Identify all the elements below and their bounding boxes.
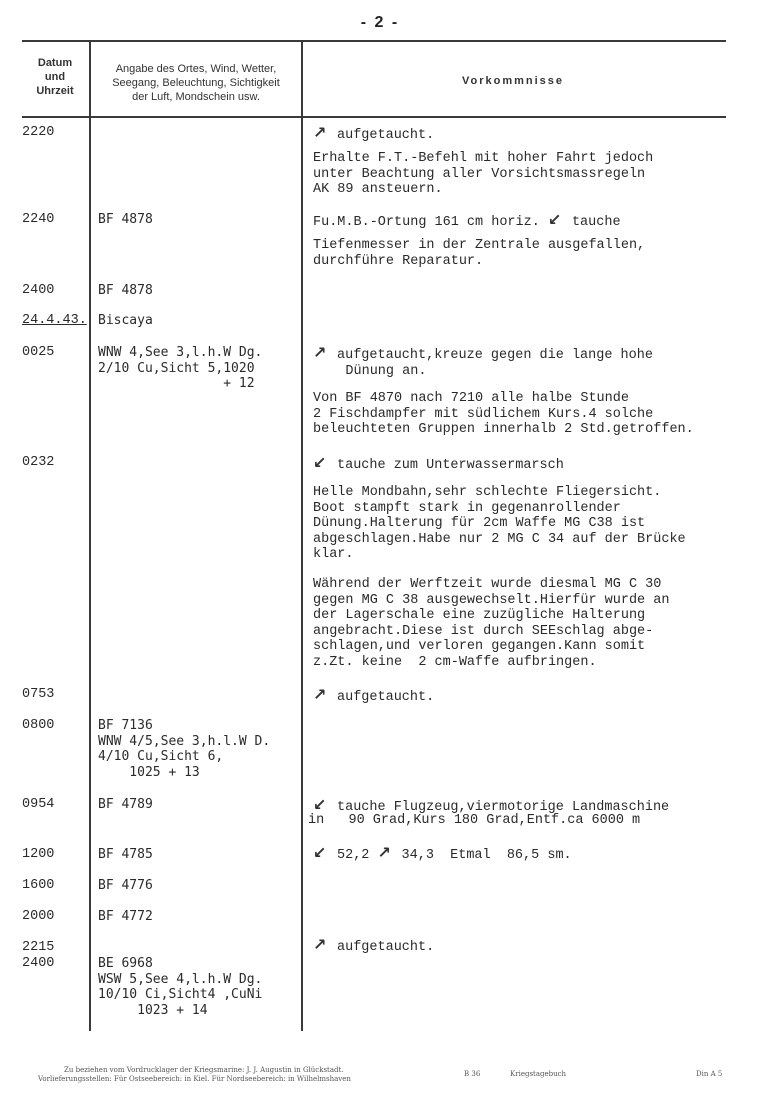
time-2400: 2400 — [22, 283, 55, 298]
footer-line2: Vorlieferungsstellen: Für Ostseebereich: in Kiel. Für Nordseebereich: in Wilhelmshaven — [38, 1075, 351, 1083]
event-text: Fu.M.B.-Ortung 161 cm horiz. — [313, 215, 540, 230]
submerged-miles: 52,2 — [337, 848, 370, 863]
place-2240: BF 4878 — [98, 212, 153, 227]
time-2240: 2240 — [22, 212, 55, 227]
event-text: tauche Flugzeug,viermotorige Landmaschine — [337, 800, 670, 815]
event-2220-b: Erhalte F.T.-Befehl mit hoher Fahrt jedoch unter Beachtung aller Vorsichtsmassregeln AK 89 ansteuern. — [313, 151, 654, 197]
header-ort-line3: der Luft, Mondschein usw. — [132, 91, 260, 103]
place-2000: BF 4772 — [98, 909, 153, 924]
event-0025-b: Von BF 4870 nach 7210 alle halbe Stunde 2 Fischdampfer mit südlichem Kurs.4 solche beleuchteten Gruppen innerhalb 2 Std.getroffen. — [313, 391, 694, 437]
event-text: aufgetaucht. — [337, 690, 435, 705]
event-2240-a — [313, 212, 621, 231]
place-0800: BF 7136 WNW 4/5,See 3,h.l.W D. 4/10 Cu,Sicht 6, 1025 + 13 — [98, 718, 271, 780]
event-2220-a — [313, 125, 434, 144]
surfaced-arrow-icon: ↗ — [313, 343, 327, 362]
footer-title: Kriegstagebuch — [510, 1070, 567, 1078]
time-0025: 0025 — [22, 345, 55, 360]
place-2215: BE 6968 WSW 5,See 4,l.h.W Dg. 10/10 Ci,Sicht4 ,CuNi 1023 + 14 — [98, 956, 263, 1018]
place-1600: BF 4776 — [98, 878, 153, 893]
place-0954: BF 4789 — [98, 797, 153, 812]
place-0025: WNW 4,See 3,l.h.W Dg. 2/10 Cu,Sicht 5,1020 + 12 — [98, 345, 263, 391]
place-biscaya: Biscaya — [98, 313, 153, 328]
header-bottom-rule — [22, 116, 726, 118]
dive-arrow-icon: ↙ — [547, 210, 562, 229]
header-datum-line1: Datum — [37, 57, 73, 69]
time-0232: 0232 — [22, 455, 55, 470]
event-tail: tauche — [571, 215, 621, 230]
dive-arrow-icon: ↙ — [313, 795, 327, 814]
surfaced-arrow-icon: ↗ — [313, 935, 327, 954]
time-0800: 0800 — [22, 718, 55, 733]
event-0232-a — [313, 455, 564, 474]
header-datum — [22, 56, 88, 98]
event-0025-a — [313, 345, 653, 379]
event-text: tauche zum Unterwassermarsch — [337, 458, 564, 473]
event-0232-b: Helle Mondbahn,sehr schlechte Fliegersicht. Boot stampft stark in gegenanrollender Dünung.Halterung für 2cm Waffe MG C38 ist abgeschlagen.Habe nur 2 MG C 34 auf der Brücke klar. — [313, 485, 686, 562]
event-2240-b: Tiefenmesser in der Zentrale ausgefallen, durchführe Reparatur. — [313, 238, 646, 269]
event-0753 — [313, 687, 434, 706]
place-2400: BF 4878 — [98, 283, 153, 298]
time-1200: 1200 — [22, 847, 55, 862]
surfaced-arrow-icon: ↗ — [377, 843, 391, 862]
event-2215 — [313, 937, 434, 956]
place-1200: BF 4785 — [98, 847, 153, 862]
surfaced-arrow-icon: ↗ — [313, 685, 327, 704]
header-ort — [91, 62, 301, 104]
time-1600: 1600 — [22, 878, 55, 893]
header-ort-line1: Angabe des Ortes, Wind, Wetter, — [115, 63, 277, 75]
event-text: aufgetaucht,kreuze gegen die lange hohe Dünung an. — [337, 348, 653, 379]
event-tail: 34,3 Etmal 86,5 sm. — [401, 848, 572, 863]
dive-arrow-icon: ↙ — [313, 843, 327, 862]
footer-right: Din A 5 — [696, 1070, 723, 1078]
header-vorkommnisse: Vorkommnisse — [461, 75, 565, 87]
surfaced-arrow-icon: ↗ — [313, 123, 327, 142]
event-1200 — [313, 845, 572, 864]
header-datum-line3: Uhrzeit — [36, 85, 74, 97]
date-24-4-43: 24.4.43. — [22, 313, 87, 328]
page-number: - 2 - — [360, 14, 400, 31]
footer-form: B 36 — [464, 1070, 481, 1078]
event-0954-b: in 90 Grad,Kurs 180 Grad,Entf.ca 6000 m — [308, 813, 641, 828]
top-rule — [22, 40, 726, 42]
time-0753: 0753 — [22, 687, 55, 702]
footer-line1: Zu beziehen vom Vordrucklager der Kriegsmarine: J. J. Augustin in Glückstadt. — [64, 1066, 344, 1074]
event-text: aufgetaucht. — [337, 940, 435, 955]
dive-arrow-icon: ↙ — [313, 453, 327, 472]
column-divider-2 — [301, 41, 303, 1031]
column-divider-1 — [89, 41, 91, 1031]
time-0954: 0954 — [22, 797, 55, 812]
time-2215-2400: 2215 2400 — [22, 940, 55, 971]
header-ort-line2: Seegang, Beleuchtung, Sichtigkeit — [112, 77, 280, 89]
time-2220: 2220 — [22, 125, 55, 140]
header-datum-line2: und — [44, 71, 66, 83]
time-2000: 2000 — [22, 909, 55, 924]
event-text: aufgetaucht. — [337, 128, 435, 143]
event-0232-c: Während der Werftzeit wurde diesmal MG C 30 gegen MG C 38 ausgewechselt.Hierfür wurde an der Lagerschale eine zuzügliche Halterung angebracht.Diese ist durch SEEschlag abge- schlagen,und verloren gegangen.Kann somit z.Zt. keine 2 cm-Waffe aufbringen. — [313, 577, 670, 670]
